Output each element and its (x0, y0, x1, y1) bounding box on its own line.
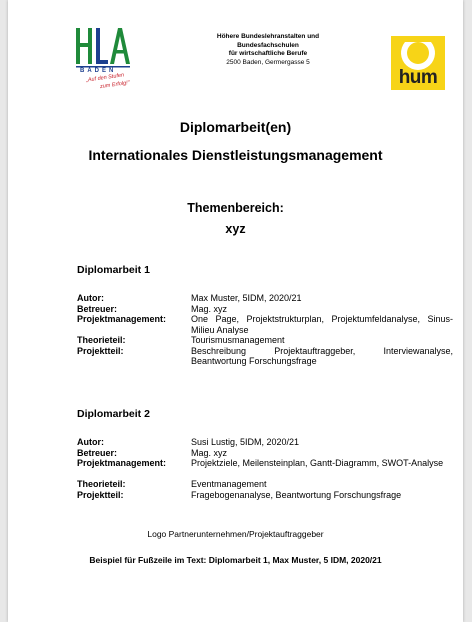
hum-logo-text: hum (398, 67, 438, 88)
field-value: Eventmanagement (191, 479, 267, 489)
field-label: Projektteil: (77, 489, 124, 500)
program-title: Internationales Dienstleistungsmanagement (88, 147, 383, 163)
field-value: Tourismusmanagement (191, 335, 285, 345)
institution-header (183, 33, 353, 67)
field-label: Betreuer: (77, 303, 118, 314)
topic-value: xyz (225, 222, 246, 236)
thesis-2-title: Diplomarbeit 2 (77, 408, 150, 420)
field-label: Autor: (77, 437, 104, 447)
thesis-1-title: Diplomarbeit 1 (77, 264, 150, 276)
field-value: Projektziele, Meilensteinplan, Gantt-Diagramm, SWOT-Analyse (191, 458, 444, 468)
document-title: Diplomarbeit(en) (179, 119, 292, 135)
field-label: Projektmanagement: (77, 314, 167, 324)
institution-line-2: Bundesfachschulen (237, 41, 299, 49)
field-label: Theorieteil: (77, 335, 126, 345)
topic-label: Themenbereich: (187, 201, 284, 215)
field-value: Beschreibung Projektauftraggeber, Interviewanalyse, Beantwortung Forschungsfrage (191, 345, 453, 366)
field-label: Theorieteil: (77, 479, 126, 489)
institution-line-3: für wirtschaftliche Berufe (228, 50, 308, 57)
field-value: Max Muster, 5IDM, 2020/21 (191, 293, 302, 303)
hla-baden-logo (74, 26, 154, 92)
document-page (8, 0, 463, 622)
field-value: Fragebogenanalyse, Beantwortung Forschungsfrage (191, 489, 402, 500)
hum-logo (391, 36, 445, 90)
hla-slogan-line1: „Auf den Stufen (85, 72, 125, 84)
field-value: Mag. xyz (191, 303, 228, 314)
hla-slogan-line2: zum Erfolg!" (99, 79, 131, 91)
partner-logo-placeholder: Logo Partnerunternehmen/Projektauftraggeber (147, 529, 324, 539)
institution-line-1: Höhere Bundeslehranstalten und (216, 33, 320, 40)
field-label: Projektmanagement: (77, 458, 167, 468)
footer-example: Beispiel für Fußzeile im Text: Diplomarbeit 1, Max Muster, 5 IDM, 2020/21 (89, 555, 382, 565)
field-label: Betreuer: (77, 447, 118, 458)
field-label: Autor: (77, 293, 104, 303)
field-value: Mag. xyz (191, 447, 228, 458)
field-label: Projektteil: (77, 345, 124, 356)
field-value: Susi Lustig, 5IDM, 2020/21 (191, 437, 300, 447)
hla-baden-sub: BADEN (80, 68, 117, 74)
field-value: One Page, Projektstrukturplan, Projektumfeldanalyse, Sinus-Milieu Analyse (191, 314, 453, 335)
institution-address: 2500 Baden, Germergasse 5 (226, 58, 310, 66)
